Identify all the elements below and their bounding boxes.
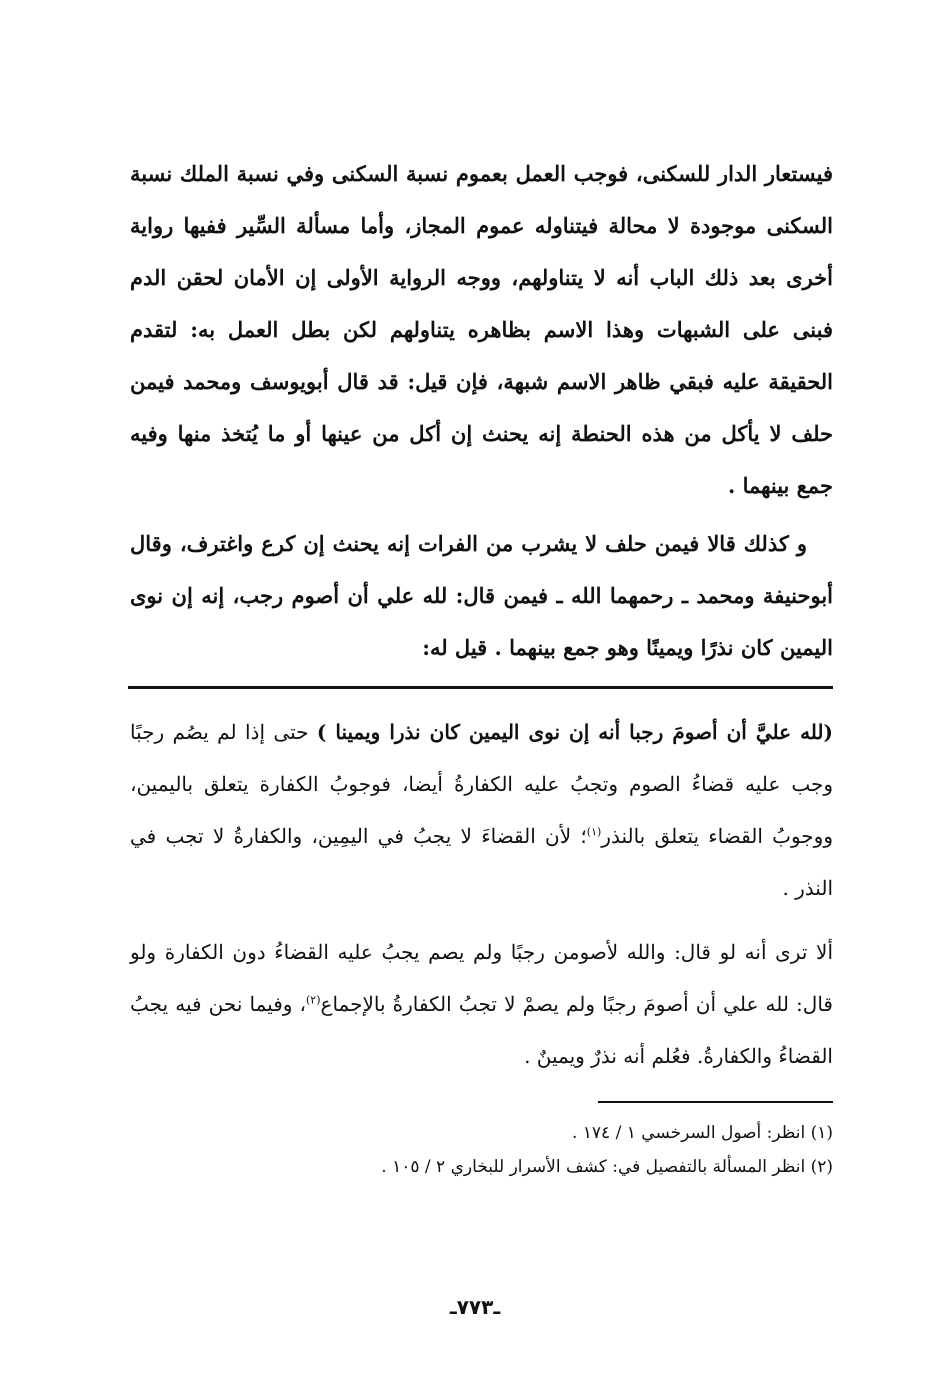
commentary-paragraph-2-end: ، وفيما نحن فيه يجبُ القضاءُ والكفارةُ. فعُلم أنه نذرٌ ويمينٌ . <box>130 992 833 1068</box>
main-paragraph-2: و كذلك قالا فيمن حلف لا يشرب من الفرات إنه يحنث إن كرع واغترف، وقال أبوحنيفة ومحمد ـ رحمهما الله ـ فيمن قال: لله علي أن أصوم رجب، إنه إن نوى اليمين كان نذرًا ويمينًا وهو جمع بينهما . قيل له: <box>130 531 833 660</box>
main-text <box>130 148 833 674</box>
footnotes <box>300 1116 833 1184</box>
commentary-paragraph-1-end: ؛ لأن القضاءَ لا يجبُ في اليمِين، والكفارةُ لا تجب في النذر . <box>130 824 833 900</box>
commentary-paragraph-2-start: ألا ترى أنه لو قال: والله لأصومن رجبًا ولم يصم يجبُ عليه القضاءُ دون الكفارة ولو قال: لله علي أن أصومَ رجبًا ولم يصمْ لا تجبُ الكفارةُ بالإجماع <box>130 940 833 1016</box>
commentary-quote: (لله عليَّ أن أصومَ رجبا أنه إن نوى اليمين كان نذرا ويمينا ) <box>316 720 833 744</box>
footnote-ref-2: (٢) <box>306 993 321 1007</box>
footnote-2: (٢) انظر المسألة بالتفصيل في: كشف الأسرار للبخاري ٢ / ١٠٥ . <box>381 1157 833 1177</box>
page-number: ـ٧٧٣ـ <box>449 1295 501 1319</box>
section-divider <box>128 686 833 689</box>
commentary-paragraph-1-rest: حتى إذا لم يصُم رجبًا وجب عليه قضاءُ الصوم وتجبُ عليه الكفارةُ أيضا، فوجوبُ الكفارة يتعلق باليمين، ووجوبُ القضاء يتعلق بالنذر <box>130 720 833 848</box>
footnote-divider <box>598 1101 833 1103</box>
commentary-paragraph-2 <box>130 926 833 1082</box>
commentary-paragraph-1 <box>130 706 833 914</box>
commentary-text <box>130 706 833 1082</box>
footnote-ref-1: (١) <box>586 825 602 839</box>
footnote-1: (١) انظر: أصول السرخسي ١ / ١٧٤ . <box>571 1123 833 1143</box>
main-paragraph-1: فيستعار الدار للسكنى، فوجب العمل بعموم نسبة السكنى وفي نسبة الملك نسبة السكنى موجودة لا محالة فيتناوله عموم المجاز، وأما مسألة السِّير ففيها رواية أخرى بعد ذلك الباب أنه لا يتناولهم، ووجه الرواية الأولى إن الأمان لحقن الدم فبنى على الشبهات وهذا الاسم بظاهره يتناولهم لكن بطل العمل به: لتقدم الحقيقة عليه فبقي ظاهر الاسم شبهة، فإن قيل: قد قال أبويوسف ومحمد فيمن حلف لا يأكل من هذه الحنطة إنه يحنث إن أكل من عينها أو ما يُتخذ منها وفيه جمع بينهما . <box>130 161 833 498</box>
